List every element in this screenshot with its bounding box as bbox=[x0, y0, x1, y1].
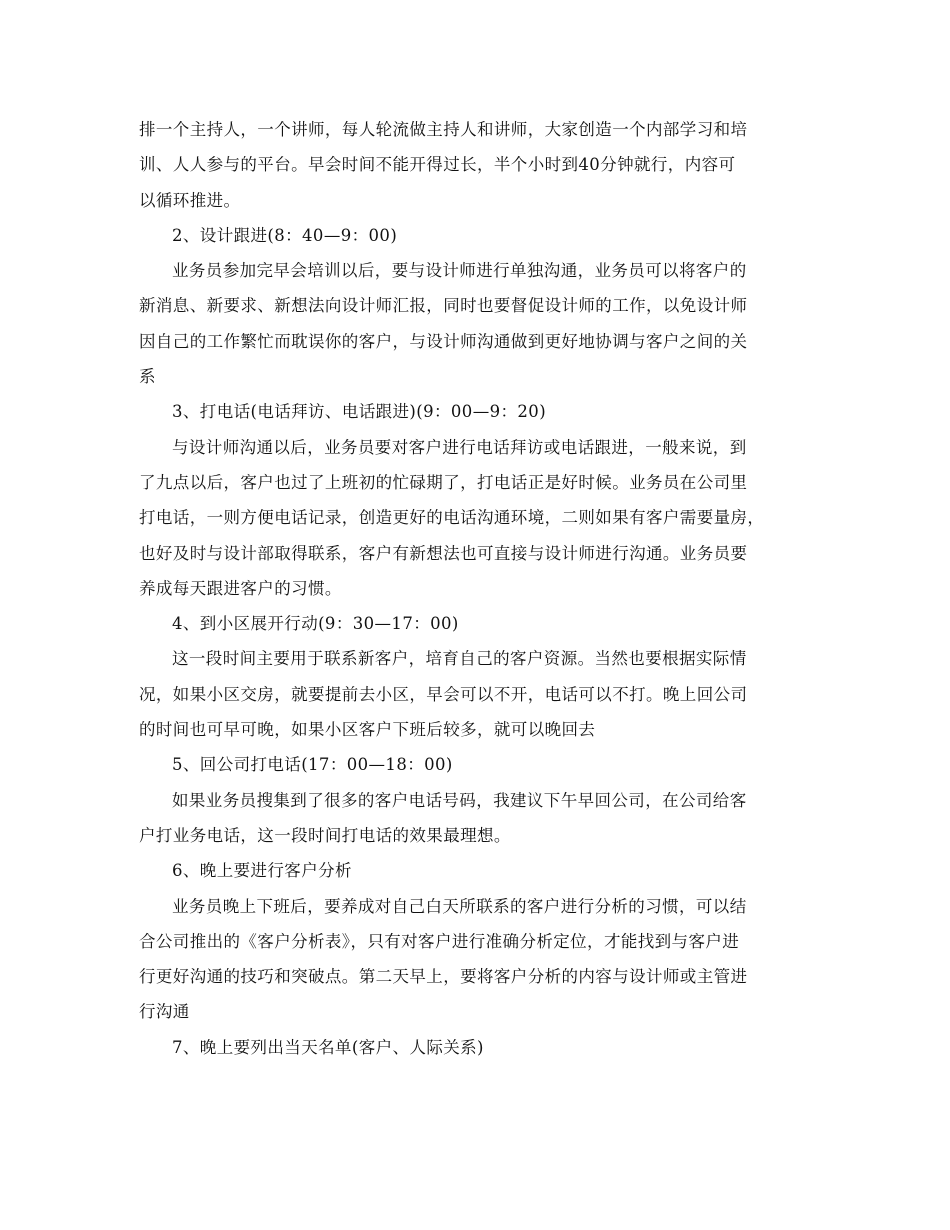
text-line: 如果业务员搜集到了很多的客户电话号码，我建议下午早回公司，在公司给客 bbox=[172, 790, 747, 810]
text-line: 行更好沟通的技巧和突破点。第二天早上，要将客户分析的内容与设计师或主管进 bbox=[139, 967, 748, 987]
paragraph-morning-meeting bbox=[139, 112, 815, 218]
text-line: 业务员参加完早会培训以后，要与设计师进行单独沟通，业务员可以将客户的 bbox=[172, 261, 747, 281]
paragraph-design-followup bbox=[139, 253, 815, 394]
text-line: 况，如果小区交房，就要提前去小区，早会可以不开，电话可以不打。晚上回公司 bbox=[139, 684, 748, 704]
text-line: 打电话，一则方便电话记录，创造更好的电话沟通环境，二则如果有客户需要量房， bbox=[139, 508, 765, 528]
text-line: 系 bbox=[139, 367, 156, 387]
paragraph-customer-analysis bbox=[139, 889, 815, 1030]
section-heading-return-calls: 5、回公司打电话(17：00—18：00) bbox=[172, 755, 453, 775]
paragraph-phone-calls bbox=[139, 430, 815, 606]
text-line: 因自己的工作繁忙而耽误你的客户，与设计师沟通做到更好地协调与客户之间的关 bbox=[139, 331, 748, 351]
text-line: 排一个主持人，一个讲师，每人轮流做主持人和讲师，大家创造一个内部学习和培 bbox=[139, 120, 748, 139]
text-line: 行沟通 bbox=[139, 1002, 190, 1022]
document-body bbox=[139, 112, 815, 1065]
text-line: 业务员晚上下班后，要养成对自己白天所联系的客户进行分析的习惯，可以结 bbox=[172, 896, 747, 916]
section-heading-daily-list: 7、晚上要列出当天名单(客户、人际关系) bbox=[172, 1037, 484, 1057]
text-line: 户打业务电话，这一段时间打电话的效果最理想。 bbox=[139, 825, 511, 845]
text-line: 这一段时间主要用于联系新客户，培育自己的客户资源。当然也要根据实际情 bbox=[172, 649, 747, 669]
text-line: 以循环推进。 bbox=[139, 190, 241, 210]
section-heading-phone-calls: 3、打电话(电话拜访、电话跟进)(9：00—9：20) bbox=[172, 402, 547, 422]
text-line: 也好及时与设计部取得联系，客户有新想法也可直接与设计师进行沟通。业务员要 bbox=[139, 543, 748, 563]
section-heading-customer-analysis: 6、晚上要进行客户分析 bbox=[172, 861, 352, 881]
text-line: 养成每天跟进客户的习惯。 bbox=[139, 578, 342, 598]
text-line: 合公司推出的《客户分析表》，只有对客户进行准确分析定位，才能找到与客户进 bbox=[139, 931, 740, 951]
text-line: 训、人人参与的平台。早会时间不能开得过长，半个小时到40分钟就行，内容可 bbox=[139, 155, 736, 175]
text-line: 了九点以后，客户也过了上班初的忙碌期了，打电话正是好时候。业务员在公司里 bbox=[139, 472, 748, 492]
section-heading-design-followup: 2、设计跟进(8：40—9：00) bbox=[172, 225, 398, 245]
text-line: 的时间也可早可晚，如果小区客户下班后较多，就可以晚回去 bbox=[139, 720, 596, 740]
text-line: 与设计师沟通以后，业务员要对客户进行电话拜访或电话跟进，一般来说，到 bbox=[172, 437, 747, 457]
text-line: 新消息、新要求、新想法向设计师汇报，同时也要督促设计师的工作，以免设计师 bbox=[139, 296, 748, 316]
paragraph-community-action bbox=[139, 641, 815, 747]
section-heading-community-action: 4、到小区展开行动(9：30—17：00) bbox=[172, 614, 459, 634]
paragraph-return-calls bbox=[139, 783, 815, 854]
